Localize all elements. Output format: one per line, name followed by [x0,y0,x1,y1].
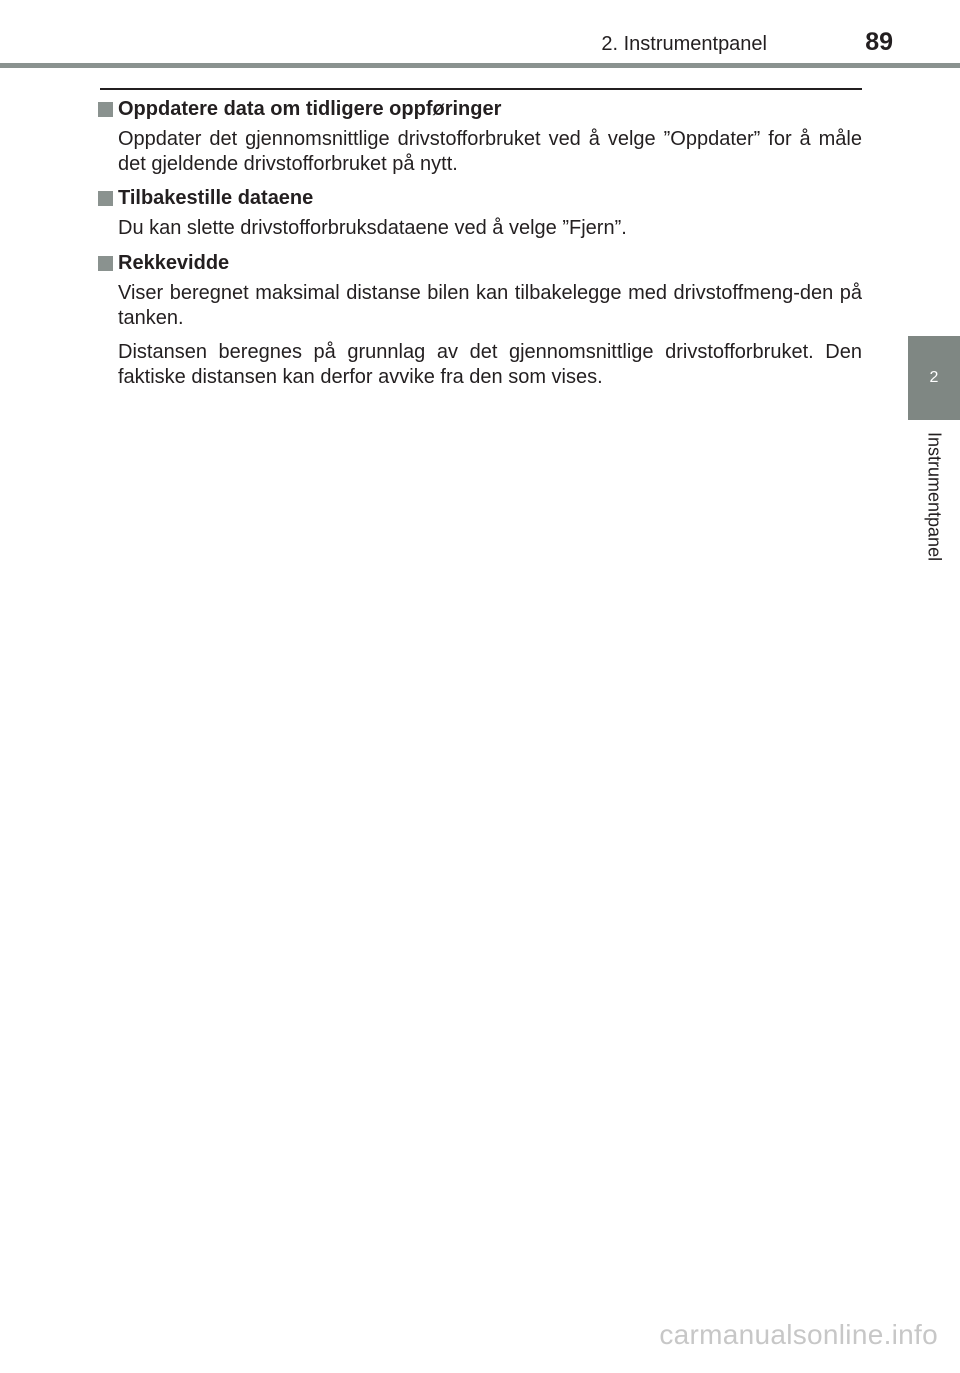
section-paragraph: Oppdater det gjennomsnittlige drivstofforbruket ved å velge ”Oppdater” for å måle det gjeldende drivstofforbruket på nytt. [118,128,862,175]
header-rule [0,63,960,68]
section-title: Tilbakestille dataene [118,187,314,209]
section-range [98,250,862,390]
section-title: Rekkevidde [118,252,230,274]
section-paragraph: Viser beregnet maksimal distanse bilen kan tilbakelegge med drivstoffmeng-den på tanken. [118,282,862,329]
section-paragraph: Distansen beregnes på grunnlag av det gjennomsnittlige drivstofforbruket. Den faktiske distansen kan derfor avvike fra den som vises. [118,341,862,388]
section-paragraph: Du kan slette drivstofforbruksdataene ved å velge ”Fjern”. [118,217,627,239]
watermark: carmanualsonline.info [659,1319,938,1350]
side-tab-label: Instrumentpanel [924,432,945,562]
page-header [0,0,960,70]
side-tab-number: 2 [929,369,939,386]
square-bullet-icon [98,256,113,271]
section-heading [98,250,862,276]
section-heading [98,185,862,211]
page-number: 89 [865,28,893,56]
section-heading [98,96,862,122]
chapter-title: 2. Instrumentpanel [601,33,767,55]
chapter-side-tab [908,336,960,420]
section-title: Oppdatere data om tidligere oppføringer [118,98,502,120]
section-update-data [98,96,862,177]
page-content [98,96,862,396]
square-bullet-icon [98,102,113,117]
square-bullet-icon [98,191,113,206]
section-reset-data [98,185,862,241]
content-top-rule [100,88,862,90]
